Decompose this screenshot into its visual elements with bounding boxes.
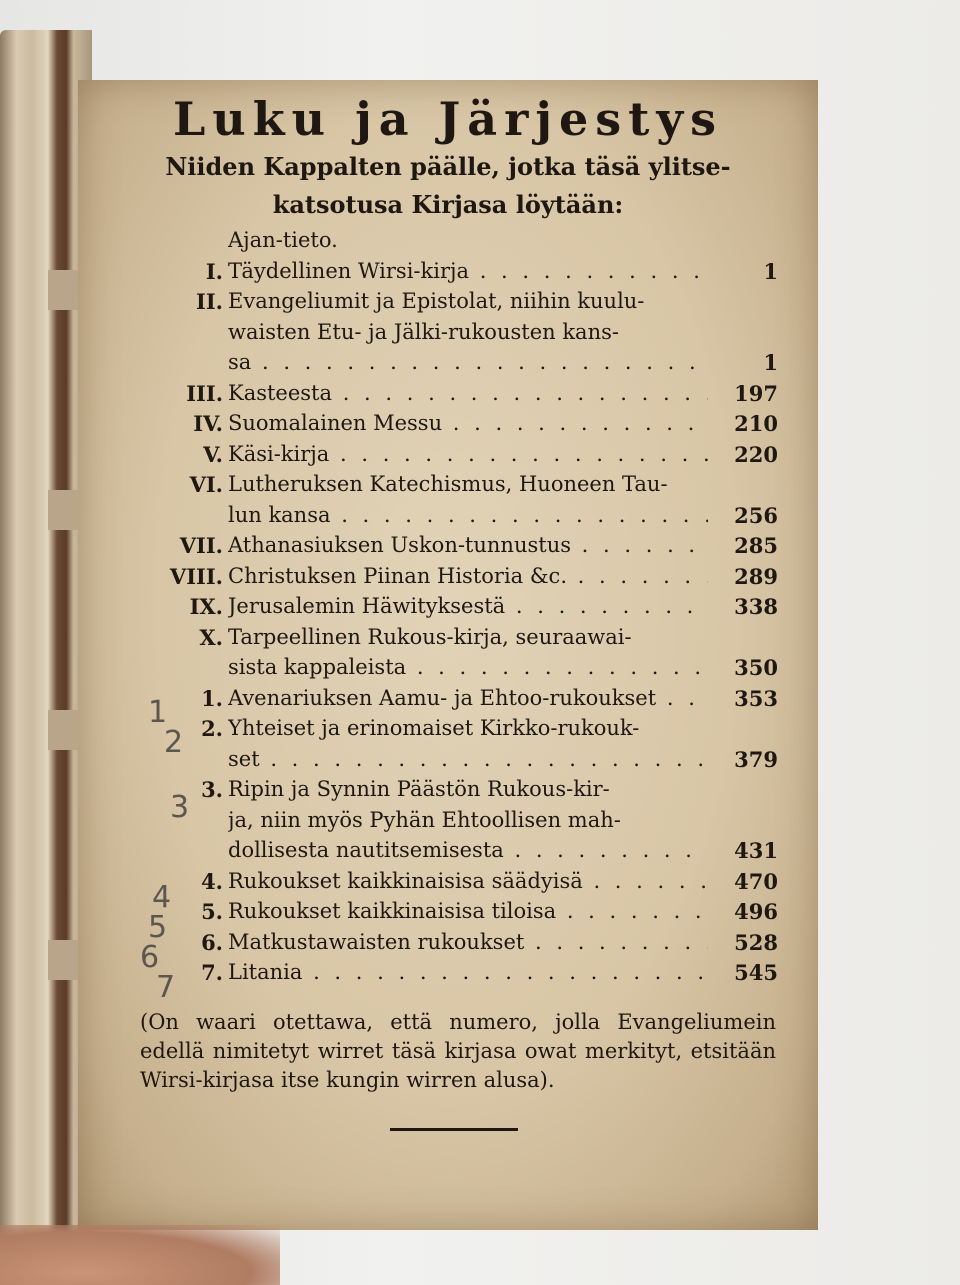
toc-entry-title: sa . . . — [228, 350, 708, 374]
toc-entry-title: Christuksen Piinan Historia &c. . . . — [228, 564, 708, 588]
toc-entry-page: 545 — [734, 960, 778, 985]
toc-entry-line — [138, 655, 778, 685]
toc-entry-line — [138, 350, 778, 380]
toc-entry-page: 353 — [734, 686, 778, 711]
toc-entry-number: 3. — [201, 777, 223, 802]
toc-entry-line — [138, 869, 778, 899]
toc-entry-page: 528 — [734, 930, 778, 955]
toc-entry-line — [138, 289, 778, 319]
toc-entry-line — [138, 686, 778, 716]
toc-entry-page: 431 — [734, 838, 778, 863]
divider-rule — [390, 1128, 518, 1131]
toc-entry-title: Jerusalemin Häwityksestä . . . — [228, 594, 708, 618]
toc-entry-number: III. — [186, 381, 223, 406]
toc-entry-title: Käsi-kirja . . . — [228, 442, 708, 466]
toc-entry-page: 496 — [734, 899, 778, 924]
toc-entry-number: X. — [199, 625, 223, 650]
toc-entry-title: Litania . . . — [228, 960, 708, 984]
toc-entry-number: 1. — [201, 686, 223, 711]
toc-entry-number: II. — [196, 289, 223, 314]
handwritten-number: 1 — [148, 695, 168, 730]
toc-entry-line — [138, 411, 778, 441]
handwritten-number: 5 — [148, 910, 168, 945]
toc-entry-line — [138, 259, 778, 289]
toc-entry-title: Lutheruksen Katechismus, Huoneen Tau- — [228, 472, 668, 496]
toc-entry-title: ja, niin myös Pyhän Ehtoollisen mah- — [228, 808, 621, 832]
footnote: (On waari otettawa, että numero, jolla Evangeliumein edellä nimitetyt wirret täsä kirjasa owat merkityt, etsitään Wirsi-kirjasa itse kungin wirren alusa). — [140, 1010, 776, 1092]
spine-band — [48, 270, 82, 310]
toc-entry-title: Rukoukset kaikkinaisisa tiloisa . . . — [228, 899, 708, 923]
toc-entry-number: 4. — [201, 869, 223, 894]
toc-entry-page: 470 — [734, 869, 778, 894]
toc-entry-title: lun kansa . . . — [228, 503, 708, 527]
toc-entry-line — [138, 960, 778, 990]
toc-entry-line — [138, 472, 778, 502]
book-page — [78, 80, 818, 1230]
toc-entry-page: 338 — [734, 594, 778, 619]
toc-entry-number: 2. — [201, 716, 223, 741]
toc-entry-title: Avenariuksen Aamu- ja Ehtoo-rukoukset . . . — [228, 686, 708, 710]
toc-entry-line — [138, 716, 778, 746]
spine-band — [48, 710, 82, 750]
toc-entry-title: Täydellinen Wirsi-kirja . . . — [228, 259, 708, 283]
toc-entry-line — [138, 594, 778, 624]
handwritten-number: 7 — [156, 970, 176, 1005]
toc-entry-line — [138, 533, 778, 563]
toc-entry-line — [138, 564, 778, 594]
toc-entry-line — [138, 930, 778, 960]
toc-entry-line — [138, 320, 778, 350]
page-title: Luku ja Järjestys — [172, 92, 724, 146]
toc-entry-page: 210 — [734, 411, 778, 436]
toc-entry-page: 256 — [734, 503, 778, 528]
toc-entry-title: set . . . — [228, 747, 708, 771]
toc-entry-number: I. — [205, 259, 223, 284]
toc-entry-number: IV. — [193, 411, 223, 436]
finger — [0, 1225, 280, 1285]
toc-entry-number: 6. — [201, 930, 223, 955]
toc-entry-line — [138, 838, 778, 868]
toc-entry-title: Evangeliumit ja Epistolat, niihin kuulu- — [228, 289, 645, 313]
handwritten-number: 3 — [170, 790, 190, 825]
handwritten-number: 4 — [152, 880, 172, 915]
toc-entry-line — [138, 381, 778, 411]
toc-entry-title: dollisesta nautitsemisesta . . . — [228, 838, 708, 862]
toc-entry-line — [138, 777, 778, 807]
spine-band — [48, 490, 82, 530]
toc-entry-line — [138, 899, 778, 929]
toc-entry-title: waisten Etu- ja Jälki-rukousten kans- — [228, 320, 619, 344]
toc-entry-line — [138, 625, 778, 655]
toc-entry-page: 285 — [734, 533, 778, 558]
spine-band — [48, 940, 82, 980]
toc-entry-number: V. — [203, 442, 223, 467]
toc-entry-line — [138, 747, 778, 777]
toc-entry-number: IX. — [189, 594, 223, 619]
toc-entry-line — [138, 442, 778, 472]
handwritten-number: 2 — [164, 725, 184, 760]
toc-entry-title: Yhteiset ja erinomaiset Kirkko-rukouk- — [228, 716, 640, 740]
toc-entry-title: Ripin ja Synnin Päästön Rukous-kir- — [228, 777, 610, 801]
toc-entry-title: Suomalainen Messu . . . — [228, 411, 708, 435]
toc-intro-row — [138, 228, 778, 258]
toc-intro: Ajan-tieto. — [228, 228, 338, 252]
toc-entry-page: 220 — [734, 442, 778, 467]
toc-entry-line — [138, 808, 778, 838]
handwritten-number: 6 — [140, 940, 160, 975]
toc-entry-number: 7. — [201, 960, 223, 985]
toc-entry-page: 350 — [734, 655, 778, 680]
toc-entry-number: VI. — [189, 472, 223, 497]
toc-entry-page: 379 — [734, 747, 778, 772]
toc-entry-number: VIII. — [169, 564, 223, 589]
toc-entry-title: Athanasiuksen Uskon-tunnustus . . . — [228, 533, 708, 557]
toc-entry-title: Rukoukset kaikkinaisisa säädyisä . . . — [228, 869, 708, 893]
toc-entry-page: 1 — [763, 259, 778, 284]
toc-entry-page: 1 — [763, 350, 778, 375]
toc-entry-page: 197 — [734, 381, 778, 406]
toc-entry-page: 289 — [734, 564, 778, 589]
toc-entry-title: sista kappaleista . . . — [228, 655, 708, 679]
toc-entry-title: Kasteesta . . . — [228, 381, 708, 405]
page-subtitle: Niiden Kappalten päälle, jotka täsä ylitse-katsotusa Kirjasa löytään: — [165, 152, 731, 219]
toc-entry-number: VII. — [179, 533, 223, 558]
toc-entry-title: Matkustawaisten rukoukset . . . — [228, 930, 708, 954]
toc-entry-number: 5. — [201, 899, 223, 924]
toc-entry-line — [138, 503, 778, 533]
toc-entry-title: Tarpeellinen Rukous-kirja, seuraawai- — [228, 625, 632, 649]
